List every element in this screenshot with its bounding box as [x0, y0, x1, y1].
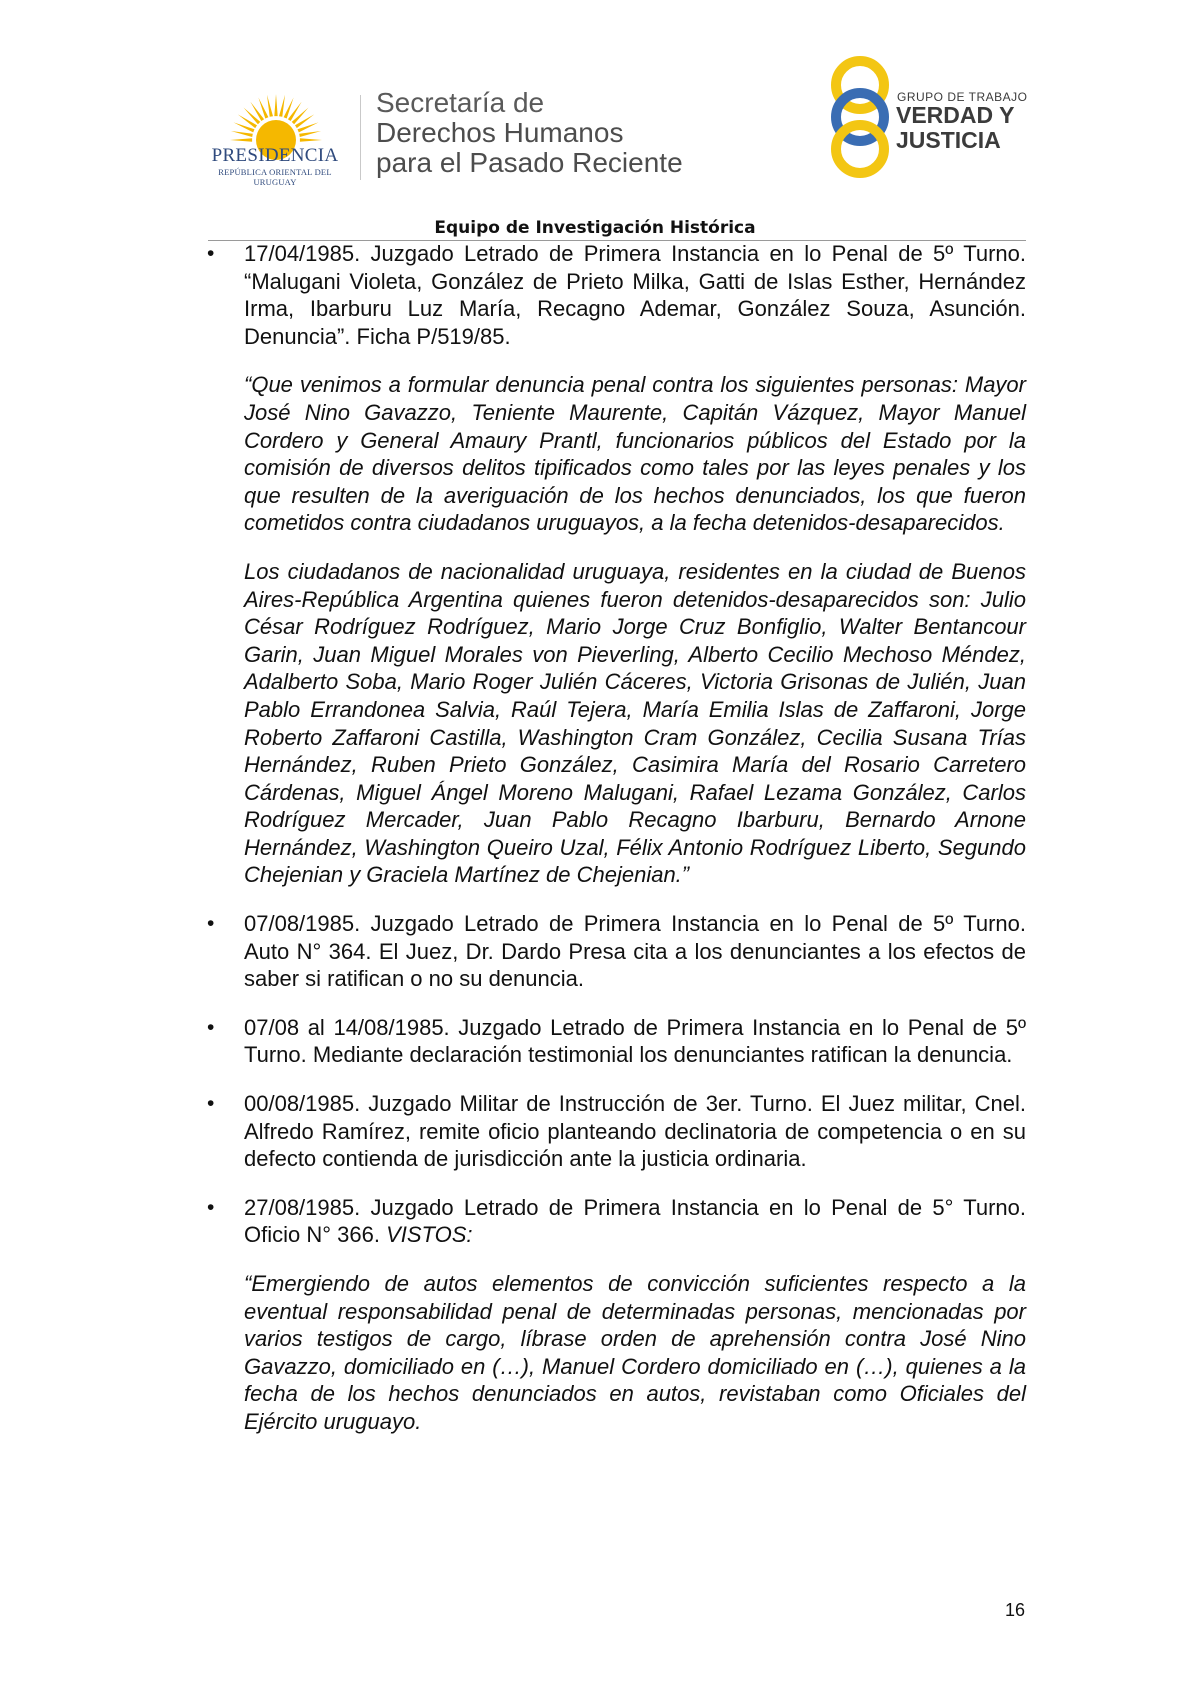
bullet: • — [207, 1092, 215, 1116]
verdad-justicia-rings-logo-icon — [820, 55, 900, 180]
entry-text: 07/08/1985. Juzgado Letrado de Primera Instancia en lo Penal de 5º Turno. Auto N° 364. El Juez, Dr. Dardo Presa cita a los denunciantes a los efectos de saber si ratifican o no su denuncia. — [244, 911, 1026, 992]
sun-ray — [274, 94, 277, 116]
list-item — [207, 1090, 1026, 1173]
presidencia-logo-text: PRESIDENCIA — [211, 145, 339, 166]
bullet: • — [207, 1195, 215, 1219]
sun-ray — [230, 138, 252, 141]
entry-text: 17/04/1985. Juzgado Letrado de Primera Instancia en lo Penal de 5º Turno. “Malugani Violeta, González de Prieto Milka, Gatti de Islas Esther, Hernández Irma, Ibarburu Luz María, Recagno Ademar, González Souza, Asunción. Denuncia”. Ficha P/519/85. — [244, 241, 1026, 349]
list-item — [207, 240, 1026, 889]
list-item — [207, 1194, 1026, 1436]
entry-text-italic: VISTOS: — [386, 1222, 473, 1248]
sun-ray — [300, 138, 322, 141]
entry-quote: Los ciudadanos de nacionalidad uruguaya, residentes en la ciudad de Buenos Aires-República Argentina quienes fueron detenidos-desaparecidos son: Julio César Rodríguez Rodríguez, Mario Jorge Cruz Bonfiglio, Walter Bentancour Garin, Juan Miguel Morales von Pieverling, Alberto Cecilio Mechoso Méndez, Adalberto Soba, Mario Roger Julién Cáceres, Victoria Grisonas de Julién, Juan Pablo Errandonea Salvia, Raúl Tejera, María Emilia Islas de Zaffaroni, Jorge Roberto Zaffaroni Castilla, Washington Cram González, Cecilia Susana Trías Hernández, Ruben Prieto González, Casimira María del Rosario Carretero Cárdenas, Miguel Ángel Moreno Malugani, Rafael Lezama González, Carlos Rodríguez Mercader, Juan Pablo Recagno Ibarburu, Bernardo Arnone Hernández, Washington Queiro Uzal, Félix Antonio Rodríguez Liberto, Segundo Chejenian y Graciela Martínez de Chejenian.” — [244, 558, 1026, 888]
header-divider — [360, 95, 361, 180]
secretaria-line-1: Secretaría de — [376, 87, 545, 118]
gtvj-line-3: JUSTICIA — [896, 127, 1001, 153]
secretaria-line-2: Derechos Humanos — [376, 117, 624, 148]
bullet: • — [207, 912, 215, 936]
section-heading: Equipo de Investigación Histórica — [434, 218, 756, 238]
entry-quote: “Que venimos a formular denuncia penal contra los siguientes personas: Mayor José Nino Gavazzo, Teniente Maurente, Capitán Vázquez, Mayor Manuel Cordero y General Amaury Prantl, funcionarios públicos del Estado por la comisión de diversos delitos tipificados como tales por las leyes penales y los que resulten de la averiguación de los hechos denunciados, los que fueron cometidos contra ciudadanos uruguayos, a la fecha detenidos-desaparecidos. — [244, 372, 1026, 536]
bullet: • — [207, 242, 215, 265]
sun-ray — [292, 108, 309, 125]
sun-ray — [238, 114, 257, 128]
entry-text-main: 27/08/1985. Juzgado Letrado de Primera Instancia en lo Penal de 5° Turno. Oficio N° 366. — [244, 1194, 1026, 1248]
sun-ray — [267, 95, 273, 117]
list-item — [207, 910, 1026, 993]
bullet: • — [207, 1015, 215, 1039]
secretaria-title — [376, 88, 683, 178]
document-body — [207, 240, 1026, 1436]
sun-ray — [299, 131, 321, 137]
gtvj-title — [896, 103, 1014, 153]
gtvj-line-1: GRUPO DE TRABAJO — [897, 90, 1028, 104]
secretaria-line-3: para el Pasado Reciente — [376, 147, 683, 178]
sun-ray — [288, 102, 302, 121]
entry-text — [244, 1194, 1026, 1249]
sun-ray — [279, 95, 285, 117]
entry-quote: “Emergiendo de autos elementos de convicción suficientes respecto a la eventual responsabilidad penal de determinadas personas, mencionadas por varios testigos de cargo, líbrase orden de aprehensión contra José Nino Gavazzo, domiciliado en (…), Manuel Cordero domiciliado en (…), quienes a la fecha de los hechos denunciados en autos, revistaban como Oficiales del Ejército uruguayo. — [244, 1271, 1026, 1434]
sun-ray — [231, 131, 253, 137]
sun-ray — [244, 108, 261, 125]
entry-text: 07/08 al 14/08/1985. Juzgado Letrado de Primera Instancia en lo Penal de 5º Turno. Mediante declaración testimonial los denunciantes ratifican la denuncia. — [244, 1014, 1026, 1068]
sun-ray — [250, 102, 264, 121]
gtvj-line-2: VERDAD Y — [896, 102, 1015, 128]
sun-ray — [295, 114, 314, 128]
entry-text: 00/08/1985. Juzgado Militar de Instrucción de 3er. Turno. El Juez militar, Cnel. Alfredo Ramírez, remite oficio planteando declinatoria de competencia o en su defecto contienda de jurisdicción ante la justicia ordinaria. — [244, 1091, 1026, 1172]
presidencia-logo-subtitle: REPÚBLICA ORIENTAL DEL URUGUAY — [218, 167, 332, 187]
page-number: 16 — [1005, 1600, 1026, 1620]
list-item — [207, 1014, 1026, 1069]
